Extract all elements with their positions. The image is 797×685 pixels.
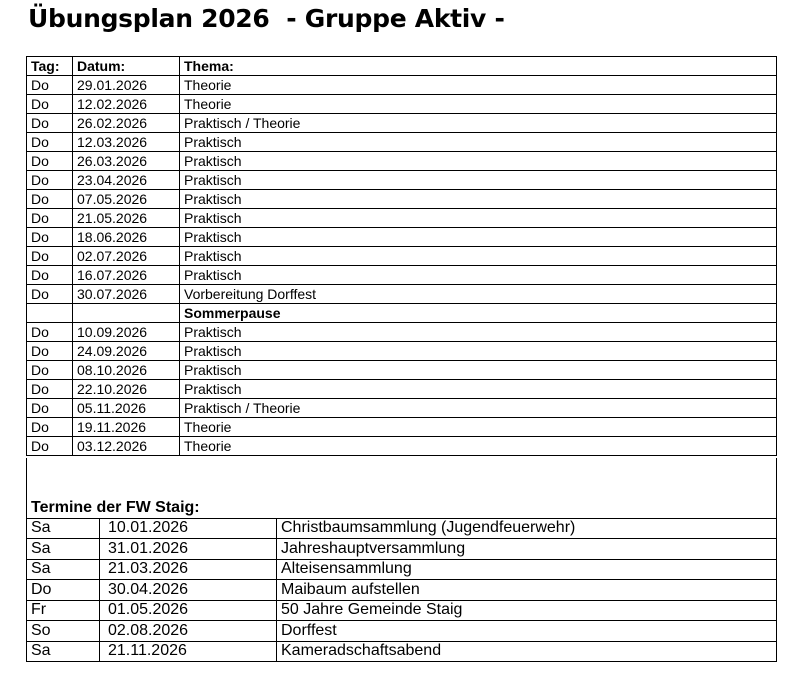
- schedule-row: [27, 399, 777, 418]
- event-day: Sa: [27, 518, 100, 539]
- events-table: [26, 498, 777, 662]
- event-date: 02.08.2026: [100, 621, 277, 642]
- cell-date: 18.06.2026: [73, 228, 180, 247]
- cell-date: 10.09.2026: [73, 323, 180, 342]
- events-heading-row: [27, 498, 777, 518]
- schedule-row: [27, 418, 777, 437]
- cell-date: 12.02.2026: [73, 95, 180, 114]
- event-date: 31.01.2026: [100, 539, 277, 560]
- event-row: [27, 539, 777, 560]
- event-day: Do: [27, 580, 100, 601]
- cell-topic: Theorie: [180, 95, 777, 114]
- cell-date: 26.03.2026: [73, 152, 180, 171]
- schedule-row: [27, 342, 777, 361]
- schedule-row: [27, 95, 777, 114]
- cell-day: Do: [27, 399, 73, 418]
- event-name: 50 Jahre Gemeinde Staig: [277, 600, 777, 621]
- cell-topic: Praktisch / Theorie: [180, 399, 777, 418]
- cell-topic: Praktisch: [180, 228, 777, 247]
- cell-topic: Theorie: [180, 437, 777, 456]
- schedule-row: [27, 152, 777, 171]
- cell-date: 29.01.2026: [73, 76, 180, 95]
- schedule-row: [27, 209, 777, 228]
- schedule-row: [27, 171, 777, 190]
- schedule-row: [27, 437, 777, 456]
- cell-day: Do: [27, 171, 73, 190]
- cell-topic: Praktisch: [180, 190, 777, 209]
- event-row: [27, 580, 777, 601]
- cell-topic: Praktisch: [180, 171, 777, 190]
- cell-date: 23.04.2026: [73, 171, 180, 190]
- header-date: Datum:: [73, 57, 180, 76]
- event-date: 30.04.2026: [100, 580, 277, 601]
- schedule-row: [27, 228, 777, 247]
- event-name: Maibaum aufstellen: [277, 580, 777, 601]
- cell-date: 02.07.2026: [73, 247, 180, 266]
- table-spacer: [26, 458, 777, 498]
- schedule-row: [27, 247, 777, 266]
- schedule-row: [27, 380, 777, 399]
- event-date: 21.11.2026: [100, 641, 277, 662]
- schedule-row: [27, 76, 777, 95]
- cell-topic: Praktisch: [180, 361, 777, 380]
- cell-day: Do: [27, 342, 73, 361]
- cell-topic: Vorbereitung Dorffest: [180, 285, 777, 304]
- cell-topic: Praktisch / Theorie: [180, 114, 777, 133]
- event-row: [27, 641, 777, 662]
- cell-date: 19.11.2026: [73, 418, 180, 437]
- schedule-header-row: [27, 57, 777, 76]
- cell-date: 30.07.2026: [73, 285, 180, 304]
- cell-day: Do: [27, 361, 73, 380]
- cell-date: 03.12.2026: [73, 437, 180, 456]
- cell-day: Do: [27, 247, 73, 266]
- cell-day: Do: [27, 190, 73, 209]
- event-name: Jahreshauptversammlung: [277, 539, 777, 560]
- event-row: [27, 600, 777, 621]
- schedule-row: [27, 361, 777, 380]
- events-heading: Termine der FW Staig:: [27, 498, 777, 518]
- schedule-row: [27, 285, 777, 304]
- event-day: Sa: [27, 539, 100, 560]
- schedule-table: [26, 56, 777, 456]
- event-name: Dorffest: [277, 621, 777, 642]
- event-date: 10.01.2026: [100, 518, 277, 539]
- cell-topic: Theorie: [180, 76, 777, 95]
- cell-day: Do: [27, 152, 73, 171]
- event-row: [27, 518, 777, 539]
- cell-topic: Theorie: [180, 418, 777, 437]
- cell-date: 21.05.2026: [73, 209, 180, 228]
- cell-date: 26.02.2026: [73, 114, 180, 133]
- cell-day: Do: [27, 380, 73, 399]
- event-name: Christbaumsammlung (Jugendfeuerwehr): [277, 518, 777, 539]
- schedule-row: [27, 133, 777, 152]
- cell-date: 07.05.2026: [73, 190, 180, 209]
- cell-date: 05.11.2026: [73, 399, 180, 418]
- cell-date: 16.07.2026: [73, 266, 180, 285]
- cell-day: Do: [27, 266, 73, 285]
- event-date: 01.05.2026: [100, 600, 277, 621]
- cell-day: Do: [27, 95, 73, 114]
- event-name: Kameradschaftsabend: [277, 641, 777, 662]
- schedule-row: [27, 323, 777, 342]
- event-day: Sa: [27, 559, 100, 580]
- cell-topic: Sommerpause: [180, 304, 777, 323]
- cell-day: Do: [27, 418, 73, 437]
- header-topic: Thema:: [180, 57, 777, 76]
- cell-day: Do: [27, 76, 73, 95]
- cell-topic: Praktisch: [180, 342, 777, 361]
- event-date: 21.03.2026: [100, 559, 277, 580]
- cell-day: Do: [27, 323, 73, 342]
- page-title: Übungsplan 2026 - Gruppe Aktiv -: [28, 4, 505, 33]
- event-name: Alteisensammlung: [277, 559, 777, 580]
- cell-date: 08.10.2026: [73, 361, 180, 380]
- cell-day: Do: [27, 285, 73, 304]
- cell-topic: Praktisch: [180, 266, 777, 285]
- schedule-row: [27, 304, 777, 323]
- event-day: So: [27, 621, 100, 642]
- header-day: Tag:: [27, 57, 73, 76]
- schedule-row: [27, 190, 777, 209]
- cell-date: 12.03.2026: [73, 133, 180, 152]
- cell-day: Do: [27, 209, 73, 228]
- cell-topic: Praktisch: [180, 380, 777, 399]
- event-row: [27, 621, 777, 642]
- cell-day: [27, 304, 73, 323]
- cell-date: [73, 304, 180, 323]
- event-day: Sa: [27, 641, 100, 662]
- cell-topic: Praktisch: [180, 209, 777, 228]
- cell-date: 22.10.2026: [73, 380, 180, 399]
- cell-date: 24.09.2026: [73, 342, 180, 361]
- cell-topic: Praktisch: [180, 323, 777, 342]
- cell-day: Do: [27, 228, 73, 247]
- cell-topic: Praktisch: [180, 133, 777, 152]
- event-day: Fr: [27, 600, 100, 621]
- event-row: [27, 559, 777, 580]
- schedule-row: [27, 114, 777, 133]
- cell-day: Do: [27, 437, 73, 456]
- schedule-row: [27, 266, 777, 285]
- cell-topic: Praktisch: [180, 247, 777, 266]
- cell-topic: Praktisch: [180, 152, 777, 171]
- cell-day: Do: [27, 133, 73, 152]
- cell-day: Do: [27, 114, 73, 133]
